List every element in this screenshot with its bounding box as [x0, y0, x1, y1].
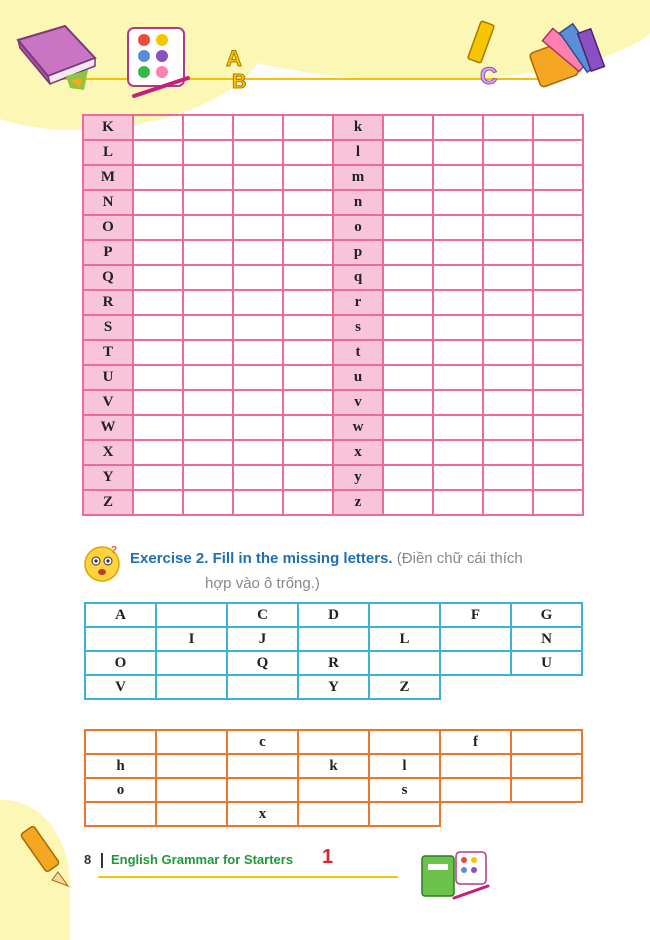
paint-palette-icon: [120, 22, 195, 100]
uppercase-letter-cell: P: [83, 240, 133, 265]
lowercase-letter-cell: n: [333, 190, 383, 215]
tracing-cell[interactable]: [433, 390, 483, 415]
tracing-cell[interactable]: [183, 490, 233, 515]
tracing-cell[interactable]: [233, 365, 283, 390]
missing-letter-cell[interactable]: [298, 730, 369, 754]
tracing-cell[interactable]: [283, 465, 333, 490]
tracing-cell[interactable]: [533, 490, 583, 515]
table-row: [83, 290, 583, 315]
tracing-cell[interactable]: [283, 240, 333, 265]
uppercase-letter-cell: N: [83, 190, 133, 215]
table-row: [83, 265, 583, 290]
exercise-subtitle: (Điền chữ cái thích: [396, 550, 523, 567]
missing-letter-cell[interactable]: [369, 802, 440, 826]
given-letter-cell: o: [85, 778, 156, 802]
tracing-cell[interactable]: [533, 465, 583, 490]
tracing-cell[interactable]: [183, 415, 233, 440]
tracing-cell[interactable]: [133, 490, 183, 515]
tracing-cell[interactable]: [233, 240, 283, 265]
missing-letter-cell[interactable]: [85, 802, 156, 826]
tracing-cell[interactable]: [433, 240, 483, 265]
tracing-cell[interactable]: [283, 265, 333, 290]
tracing-cell[interactable]: [433, 415, 483, 440]
tracing-cell[interactable]: [233, 465, 283, 490]
tracing-cell[interactable]: [533, 165, 583, 190]
tracing-cell[interactable]: [483, 165, 533, 190]
missing-letter-cell[interactable]: [298, 778, 369, 802]
tracing-cell[interactable]: [283, 290, 333, 315]
notebook-icon: [418, 848, 493, 903]
empty-space: [440, 802, 511, 826]
given-letter-cell: G: [511, 603, 582, 627]
tracing-cell[interactable]: [233, 315, 283, 340]
table-row: [83, 340, 583, 365]
tracing-cell[interactable]: [433, 115, 483, 140]
tracing-cell[interactable]: [283, 340, 333, 365]
tracing-cell[interactable]: [533, 290, 583, 315]
given-letter-cell: F: [440, 603, 511, 627]
uppercase-letter-cell: M: [83, 165, 133, 190]
tracing-cell[interactable]: [383, 465, 433, 490]
given-letter-cell: V: [85, 675, 156, 699]
tracing-cell[interactable]: [433, 215, 483, 240]
tracing-cell[interactable]: [233, 415, 283, 440]
table-row: [83, 490, 583, 515]
lowercase-letter-cell: v: [333, 390, 383, 415]
missing-letter-cell[interactable]: [156, 754, 227, 778]
lowercase-letter-cell: l: [333, 140, 383, 165]
tracing-cell[interactable]: [483, 215, 533, 240]
missing-letter-cell[interactable]: [440, 627, 511, 651]
tracing-cell[interactable]: [483, 340, 533, 365]
uppercase-letter-cell: Y: [83, 465, 133, 490]
empty-space: [511, 675, 582, 699]
tracing-cell[interactable]: [133, 465, 183, 490]
book-title: English Grammar for Starters: [111, 852, 294, 867]
lowercase-letter-cell: s: [333, 315, 383, 340]
lowercase-letter-cell: u: [333, 365, 383, 390]
uppercase-letter-cell: O: [83, 215, 133, 240]
lowercase-missing-letters-grid: [84, 729, 583, 827]
missing-letter-cell[interactable]: [440, 754, 511, 778]
tracing-cell[interactable]: [483, 115, 533, 140]
given-letter-cell: Z: [369, 675, 440, 699]
missing-letter-cell[interactable]: [511, 754, 582, 778]
uppercase-letter-cell: R: [83, 290, 133, 315]
tracing-cell[interactable]: [433, 340, 483, 365]
lowercase-letter-cell: w: [333, 415, 383, 440]
given-letter-cell: l: [369, 754, 440, 778]
tracing-cell[interactable]: [133, 315, 183, 340]
tracing-cell[interactable]: [483, 240, 533, 265]
missing-letter-cell[interactable]: [369, 651, 440, 675]
given-letter-cell: x: [227, 802, 298, 826]
missing-letter-cell[interactable]: [369, 603, 440, 627]
tracing-cell[interactable]: [383, 140, 433, 165]
given-letter-cell: f: [440, 730, 511, 754]
table-row: [83, 190, 583, 215]
book-icon: [10, 18, 105, 93]
tracing-cell[interactable]: [433, 365, 483, 390]
lowercase-letter-cell: o: [333, 215, 383, 240]
tracing-cell[interactable]: [133, 165, 183, 190]
tracing-cell[interactable]: [233, 190, 283, 215]
table-row: [83, 390, 583, 415]
tracing-cell[interactable]: [483, 290, 533, 315]
tracing-cell[interactable]: [183, 190, 233, 215]
table-row: [83, 365, 583, 390]
missing-letter-cell[interactable]: [298, 802, 369, 826]
tracing-cell[interactable]: [283, 115, 333, 140]
tracing-cell[interactable]: [533, 140, 583, 165]
footer-underline: [98, 876, 398, 878]
missing-letter-cell[interactable]: [156, 603, 227, 627]
uppercase-missing-letters-grid: [84, 602, 583, 700]
tracing-cell[interactable]: [533, 265, 583, 290]
given-letter-cell: c: [227, 730, 298, 754]
tracing-cell[interactable]: [383, 190, 433, 215]
tracing-cell[interactable]: [233, 390, 283, 415]
tracing-cell[interactable]: [133, 115, 183, 140]
missing-letter-cell[interactable]: [298, 627, 369, 651]
lowercase-letter-cell: y: [333, 465, 383, 490]
pencil-icon: [18, 820, 78, 890]
lowercase-letter-cell: t: [333, 340, 383, 365]
tracing-cell[interactable]: [283, 165, 333, 190]
tracing-cell[interactable]: [133, 190, 183, 215]
uppercase-letter-cell: S: [83, 315, 133, 340]
missing-letter-cell[interactable]: [511, 730, 582, 754]
given-letter-cell: I: [156, 627, 227, 651]
tracing-cell[interactable]: [133, 440, 183, 465]
alphabet-tracing-table: [82, 114, 584, 516]
tracing-cell[interactable]: [283, 215, 333, 240]
tracing-cell[interactable]: [533, 390, 583, 415]
table-row: [83, 415, 583, 440]
tracing-cell[interactable]: [283, 440, 333, 465]
tracing-cell[interactable]: [483, 365, 533, 390]
lowercase-letter-cell: q: [333, 265, 383, 290]
missing-letter-cell[interactable]: [156, 651, 227, 675]
given-letter-cell: U: [511, 651, 582, 675]
svg-text:?: ?: [111, 545, 118, 556]
missing-letter-cell[interactable]: [511, 778, 582, 802]
tracing-cell[interactable]: [533, 215, 583, 240]
tracing-cell[interactable]: [433, 290, 483, 315]
tracing-cell[interactable]: [483, 265, 533, 290]
table-row: [83, 240, 583, 265]
tracing-cell[interactable]: [233, 215, 283, 240]
lowercase-letter-cell: p: [333, 240, 383, 265]
tracing-cell[interactable]: [383, 115, 433, 140]
tracing-cell[interactable]: [183, 140, 233, 165]
uppercase-letter-cell: W: [83, 415, 133, 440]
tracing-cell[interactable]: [183, 115, 233, 140]
tracing-cell[interactable]: [233, 140, 283, 165]
missing-letter-cell[interactable]: [156, 778, 227, 802]
letter-blocks-icon: [222, 42, 262, 94]
tracing-cell[interactable]: [533, 440, 583, 465]
tracing-cell[interactable]: [383, 215, 433, 240]
grid-row: [85, 603, 582, 627]
tracing-cell[interactable]: [383, 265, 433, 290]
grid-row: [85, 651, 582, 675]
tracing-cell[interactable]: [233, 440, 283, 465]
uppercase-letter-cell: K: [83, 115, 133, 140]
tracing-cell[interactable]: [433, 165, 483, 190]
tracing-cell[interactable]: [233, 340, 283, 365]
given-letter-cell: N: [511, 627, 582, 651]
tracing-cell[interactable]: [483, 140, 533, 165]
tracing-cell[interactable]: [483, 390, 533, 415]
given-letter-cell: D: [298, 603, 369, 627]
tracing-cell[interactable]: [483, 190, 533, 215]
tracing-cell[interactable]: [183, 215, 233, 240]
tracing-cell[interactable]: [433, 190, 483, 215]
given-letter-cell: Q: [227, 651, 298, 675]
tracing-cell[interactable]: [383, 340, 433, 365]
tracing-cell[interactable]: [183, 315, 233, 340]
footer-divider: [101, 853, 103, 868]
tracing-cell[interactable]: [183, 240, 233, 265]
tracing-cell[interactable]: [283, 190, 333, 215]
uppercase-letter-cell: T: [83, 340, 133, 365]
exercise-title-text: Exercise 2. Fill in the missing letters.: [130, 550, 393, 567]
tracing-cell[interactable]: [133, 140, 183, 165]
uppercase-letter-cell: X: [83, 440, 133, 465]
table-row: [83, 465, 583, 490]
tracing-cell[interactable]: [533, 340, 583, 365]
uppercase-letter-cell: V: [83, 390, 133, 415]
empty-space: [511, 802, 582, 826]
grid-row: [85, 730, 582, 754]
tracing-cell[interactable]: [483, 490, 533, 515]
grid-row: [85, 627, 582, 651]
tracing-cell[interactable]: [433, 315, 483, 340]
tracing-cell[interactable]: [283, 390, 333, 415]
tracing-cell[interactable]: [183, 165, 233, 190]
uppercase-letter-cell: L: [83, 140, 133, 165]
tracing-cell[interactable]: [533, 415, 583, 440]
tracing-cell[interactable]: [483, 465, 533, 490]
tracing-cell[interactable]: [433, 490, 483, 515]
tracing-cell[interactable]: [283, 490, 333, 515]
exercise-title: [130, 550, 523, 567]
missing-letter-cell[interactable]: [156, 730, 227, 754]
tracing-cell[interactable]: [483, 440, 533, 465]
tracing-cell[interactable]: [433, 440, 483, 465]
missing-letter-cell[interactable]: [85, 730, 156, 754]
tracing-cell[interactable]: [133, 390, 183, 415]
tracing-cell[interactable]: [233, 165, 283, 190]
given-letter-cell: s: [369, 778, 440, 802]
uppercase-letter-cell: U: [83, 365, 133, 390]
given-letter-cell: L: [369, 627, 440, 651]
tracing-cell[interactable]: [533, 115, 583, 140]
crayons-icon: [520, 16, 615, 88]
page-number: 8: [84, 852, 92, 867]
tracing-cell[interactable]: [233, 265, 283, 290]
tracing-cell[interactable]: [233, 115, 283, 140]
tracing-cell[interactable]: [383, 240, 433, 265]
book-volume: 1: [322, 846, 334, 868]
missing-letter-cell[interactable]: [156, 802, 227, 826]
missing-letter-cell[interactable]: [227, 778, 298, 802]
missing-letter-cell[interactable]: [440, 651, 511, 675]
given-letter-cell: R: [298, 651, 369, 675]
given-letter-cell: k: [298, 754, 369, 778]
svg-text:A: A: [226, 46, 242, 71]
tracing-cell[interactable]: [133, 365, 183, 390]
tracing-cell[interactable]: [433, 265, 483, 290]
tracing-cell[interactable]: [183, 365, 233, 390]
grid-row: [85, 675, 582, 699]
tracing-cell[interactable]: [183, 390, 233, 415]
tracing-cell[interactable]: [383, 490, 433, 515]
given-letter-cell: C: [227, 603, 298, 627]
lowercase-letter-cell: x: [333, 440, 383, 465]
tracing-cell[interactable]: [433, 465, 483, 490]
tracing-cell[interactable]: [233, 290, 283, 315]
tracing-cell[interactable]: [533, 240, 583, 265]
tracing-cell[interactable]: [483, 415, 533, 440]
table-row: [83, 140, 583, 165]
tracing-cell[interactable]: [133, 415, 183, 440]
given-letter-cell: A: [85, 603, 156, 627]
tracing-cell[interactable]: [383, 365, 433, 390]
table-row: [83, 165, 583, 190]
tracing-cell[interactable]: [483, 315, 533, 340]
grid-row: [85, 802, 582, 826]
table-row: [83, 115, 583, 140]
tracing-cell[interactable]: [133, 340, 183, 365]
tracing-cell[interactable]: [133, 290, 183, 315]
given-letter-cell: J: [227, 627, 298, 651]
tracing-cell[interactable]: [533, 315, 583, 340]
tracing-cell[interactable]: [233, 490, 283, 515]
grid-row: [85, 778, 582, 802]
tracing-cell[interactable]: [283, 140, 333, 165]
svg-text:B: B: [232, 71, 247, 93]
tracing-cell[interactable]: [383, 315, 433, 340]
lowercase-letter-cell: z: [333, 490, 383, 515]
tracing-cell[interactable]: [133, 240, 183, 265]
confused-face-icon: [82, 543, 122, 583]
missing-letter-cell[interactable]: [440, 778, 511, 802]
pencil-icon: [462, 18, 512, 90]
uppercase-letter-cell: Z: [83, 490, 133, 515]
given-letter-cell: h: [85, 754, 156, 778]
table-row: [83, 215, 583, 240]
empty-space: [440, 675, 511, 699]
exercise-subtitle-line2: hợp vào ô trống.): [205, 575, 320, 592]
missing-letter-cell[interactable]: [227, 754, 298, 778]
missing-letter-cell[interactable]: [85, 627, 156, 651]
tracing-cell[interactable]: [183, 465, 233, 490]
lowercase-letter-cell: k: [333, 115, 383, 140]
tracing-cell[interactable]: [133, 215, 183, 240]
tracing-cell[interactable]: [133, 265, 183, 290]
tracing-cell[interactable]: [533, 190, 583, 215]
tracing-cell[interactable]: [433, 140, 483, 165]
tracing-cell[interactable]: [383, 390, 433, 415]
given-letter-cell: Y: [298, 675, 369, 699]
missing-letter-cell[interactable]: [156, 675, 227, 699]
lowercase-letter-cell: m: [333, 165, 383, 190]
given-letter-cell: O: [85, 651, 156, 675]
tracing-cell[interactable]: [183, 440, 233, 465]
tracing-cell[interactable]: [283, 415, 333, 440]
lowercase-letter-cell: r: [333, 290, 383, 315]
svg-text:C: C: [480, 63, 498, 90]
tracing-cell[interactable]: [533, 365, 583, 390]
missing-letter-cell[interactable]: [369, 730, 440, 754]
tracing-cell[interactable]: [383, 415, 433, 440]
tracing-cell[interactable]: [183, 265, 233, 290]
tracing-cell[interactable]: [383, 290, 433, 315]
table-row: [83, 315, 583, 340]
uppercase-letter-cell: Q: [83, 265, 133, 290]
tracing-cell[interactable]: [383, 440, 433, 465]
tracing-cell[interactable]: [283, 315, 333, 340]
tracing-cell[interactable]: [183, 290, 233, 315]
tracing-cell[interactable]: [283, 365, 333, 390]
tracing-cell[interactable]: [383, 165, 433, 190]
tracing-cell[interactable]: [183, 340, 233, 365]
missing-letter-cell[interactable]: [227, 675, 298, 699]
table-row: [83, 440, 583, 465]
grid-row: [85, 754, 582, 778]
